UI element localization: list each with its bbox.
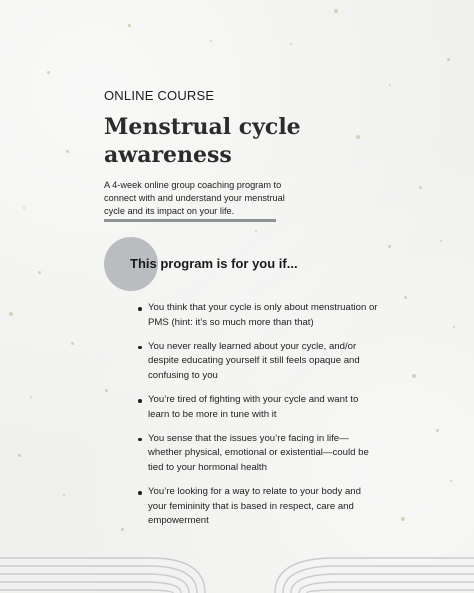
speckle xyxy=(440,240,442,242)
speckle xyxy=(38,271,41,274)
speckle xyxy=(436,429,439,432)
speckle xyxy=(419,186,422,189)
speckle xyxy=(105,389,108,392)
speckle xyxy=(450,480,452,482)
speckle xyxy=(447,58,450,61)
list-item-text: You never really learned about your cycle, and/or despite educating yourself it still feels opaque and confusing to you xyxy=(148,340,360,381)
speckle xyxy=(401,517,405,521)
speckle xyxy=(255,230,257,232)
list-item xyxy=(148,301,380,330)
footer-arc-decoration xyxy=(0,548,474,593)
bullet-icon xyxy=(138,346,142,350)
section-heading: This program is for you if... xyxy=(130,256,298,271)
speckle xyxy=(121,528,124,531)
speckle xyxy=(30,396,32,398)
divider-rule xyxy=(104,219,276,222)
speckle xyxy=(334,9,338,13)
speckle xyxy=(66,150,69,153)
speckle xyxy=(290,43,292,45)
speckle xyxy=(412,374,416,378)
criteria-list xyxy=(148,301,380,538)
list-item xyxy=(148,393,380,422)
speckle xyxy=(210,40,212,42)
speckle xyxy=(63,494,65,496)
list-item-text: You’re tired of fighting with your cycle and want to learn to be more in tune with it xyxy=(148,394,359,420)
list-item xyxy=(148,340,380,384)
course-eyebrow: ONLINE COURSE xyxy=(104,88,215,103)
speckle xyxy=(128,24,131,27)
speckle xyxy=(23,207,25,209)
list-item-text: You think that your cycle is only about menstruation or PMS (hint: it’s so much more than that) xyxy=(148,302,378,328)
bullet-icon xyxy=(138,307,142,311)
speckle xyxy=(18,454,21,457)
speckle xyxy=(71,342,74,345)
speckle xyxy=(389,84,391,86)
speckle xyxy=(47,71,50,74)
speckle xyxy=(388,245,391,248)
intro-text: A 4-week online group coaching program to connect with and understand your menstrual cycle and its impact on your life. xyxy=(104,180,285,216)
speckle xyxy=(404,296,407,299)
bullet-icon xyxy=(138,399,142,403)
bullet-icon xyxy=(138,438,142,442)
list-item xyxy=(148,432,380,476)
list-item xyxy=(148,485,380,529)
list-item-text: You’re looking for a way to relate to your body and your femininity that is based in respect, care and empowerment xyxy=(148,486,361,527)
page-title: Menstrual cycle awareness xyxy=(104,114,301,168)
list-item-text: You sense that the issues you’re facing in life—whether physical, emotional or existential—could be tied to your hormonal health xyxy=(148,432,369,473)
bullet-icon xyxy=(138,491,142,495)
speckle xyxy=(9,312,13,316)
speckle xyxy=(453,326,455,328)
